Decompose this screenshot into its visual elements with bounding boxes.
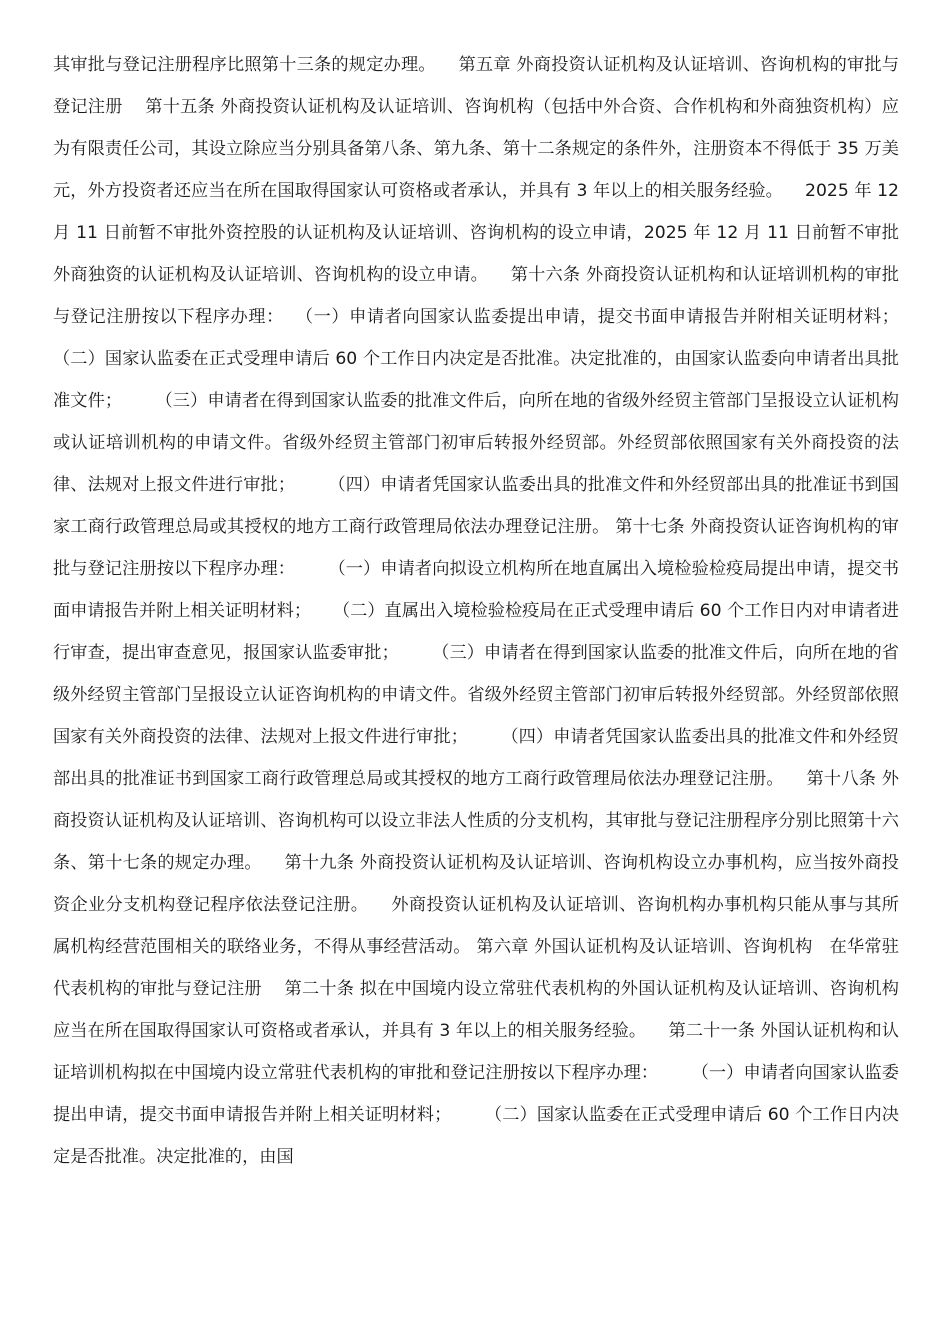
document-body-text: 其审批与登记注册程序比照第十三条的规定办理。 第五章 外商投资认证机构及认证培训、咨询机构的审批与登记注册 第十五条 外商投资认证机构及认证培训、咨询机构（包括中外合资、合作机构和外商独资机构）应为有限责任公司，其设立除应当分别具备第八条、第九条、第十二条规定的条件外，注册资本不得低于 35 万美元，外方投资者还应当在所在国取得国家认可资格或者承认，并具有 3 年以上的相关服务经验。 2025 年 12 月 11 日前暂不审批外资控股的认证机构及认证培训、咨询机构的设立申请，2025 年 12 月 11 日前暂不审批外商独资的认证机构及认证培训、咨询机构的设立申请。 第十六条 外商投资认证机构和认证培训机构的审批与登记注册按以下程序办理： （一）申请者向国家认监委提出申请，提交书面申请报告并附相关证明材料； （二）国家认监委在正式受理申请后 60 个工作日内决定是否批准。决定批准的，由国家认监委向申请者出具批准文件； （三）申请者在得到国家认监委的批准文件后，向所在地的省级外经贸主管部门呈报设立认证机构或认证培训机构的申请文件。省级外经贸主管部门初审后转报外经贸部。外经贸部依照国家有关外商投资的法律、法规对上报文件进行审批； （四）申请者凭国家认监委出具的批准文件和外经贸部出具的批准证书到国家工商行政管理总局或其授权的地方工商行政管理局依法办理登记注册。 第十七条 外商投资认证咨询机构的审批与登记注册按以下程序办理： （一）申请者向拟设立机构所在地直属出入境检验检疫局提出申请，提交书面申请报告并附上相关证明材料； （二）直属出入境检验检疫局在正式受理申请后 60 个工作日内对申请者进行审查，提出审查意见，报国家认监委审批； （三）申请者在得到国家认监委的批准文件后，向所在地的省级外经贸主管部门呈报设立认证咨询机构的申请文件。省级外经贸主管部门初审后转报外经贸部。外经贸部依照国家有关外商投资的法律、法规对上报文件进行审批； （四）申请者凭国家认监委出具的批准文件和外经贸部出具的批准证书到国家工商行政管理总局或其授权的地方工商行政管理局依法办理登记注册。 第十八条 外商投资认证机构及认证培训、咨询机构可以设立非法人性质的分支机构，其审批与登记注册程序分别比照第十六条、第十七条的规定办理。 第十九条 外商投资认证机构及认证培训、咨询机构设立办事机构，应当按外商投资企业分支机构登记程序依法登记注册。 外商投资认证机构及认证培训、咨询机构办事机构只能从事与其所属机构经营范围相关的联络业务，不得从事经营活动。 第六章 外国认证机构及认证培训、咨询机构 在华常驻代表机构的审批与登记注册 第二十条 拟在中国境内设立常驻代表机构的外国认证机构及认证培训、咨询机构应当在所在国取得国家认可资格或者承认，并具有 3 年以上的相关服务经验。 第二十一条 外国认证机构和认证培训机构拟在中国境内设立常驻代表机构的审批和登记注册按以下程序办理： （一）申请者向国家认监委提出申请，提交书面申请报告并附上相关证明材料； （二）国家认监委在正式受理申请后 60 个工作日内决定是否批准。决定批准的，由国: [53, 55, 932, 1167]
